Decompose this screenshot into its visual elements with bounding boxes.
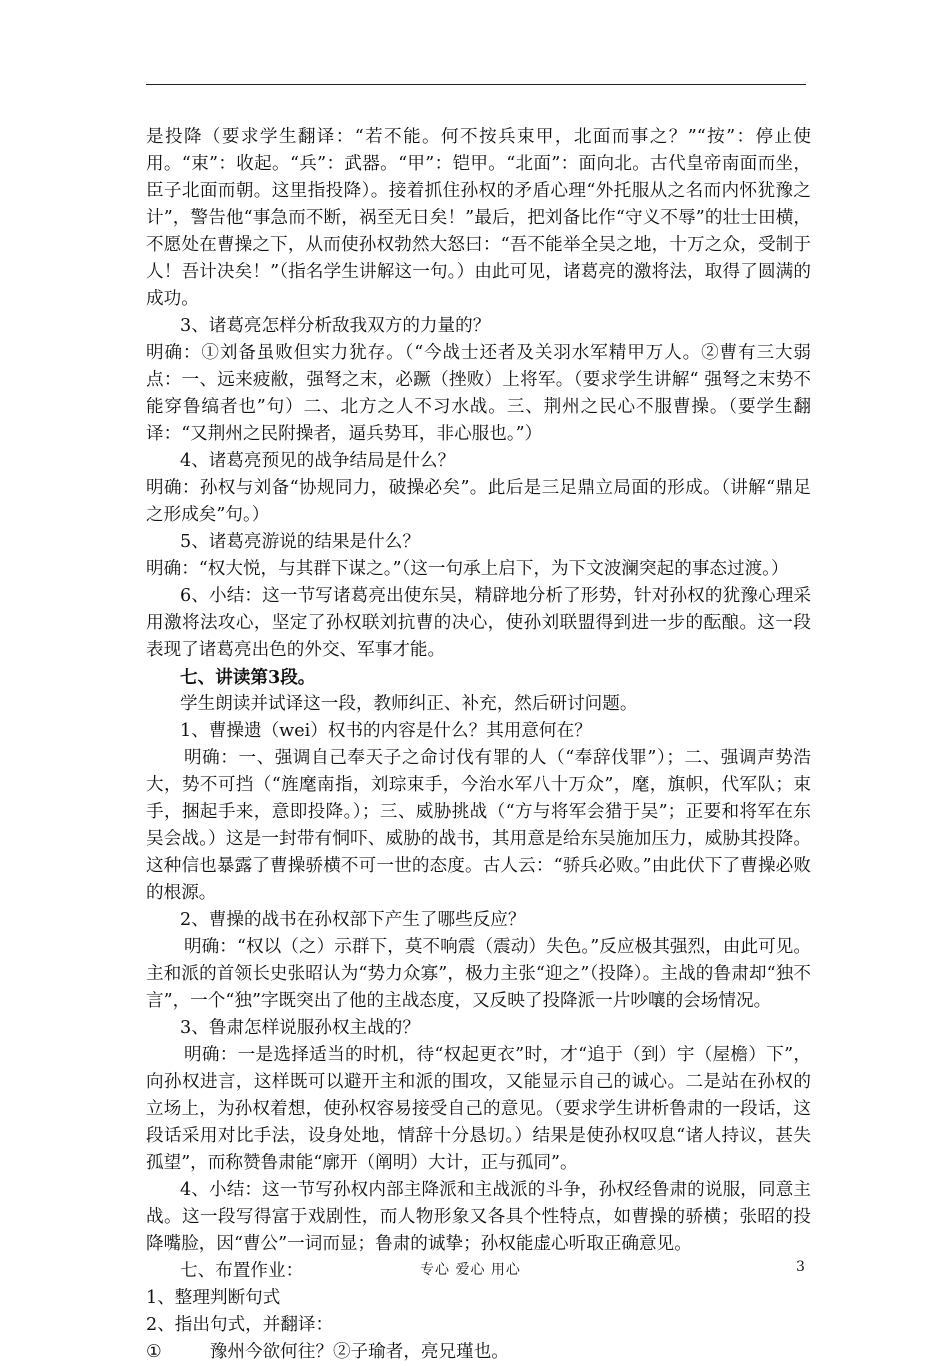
paragraph: 明确：孙权与刘备“协规同力，破操必矣”。此后是三足鼎立局面的形成。（讲解“鼎足之形成矣”句。） bbox=[146, 478, 811, 525]
paragraph: 明确：“权以（之）示群下，莫不响震（震动）失色。”反应极其强烈，由此可见。主和派的首领长史张昭认为“势力众寡”，极力主张“迎之”（投降）。主战的鲁肃却“独不言”，一个“独”字既突出了他的主战态度，又反映了投降派一片吵嚷的会场情况。 bbox=[146, 937, 811, 1011]
paragraph: 明确：“权大悦，与其群下谋之。”（这一句承上启下，为下文波澜突起的事态过渡。） bbox=[146, 559, 789, 579]
footer-motto: 专心 爱心 用心 bbox=[420, 1262, 521, 1278]
question-heading: 5、诸葛亮游说的结果是什么？ bbox=[180, 532, 420, 552]
paragraph: 是投降（要求学生翻译：“若不能。何不按兵束甲，北面而事之？”“按”：停止使用。“束”：收起。“兵”：武器。“甲”：铠甲。“北面”：面向北。古代皇帝南面而坐，臣子北面而朝。这里指投降）。接着抓住孙权的矛盾心理“外托服从之名而内怀犹豫之计”，警告他“事急而不断，祸至无日矣！”最后，把刘备比作“守义不辱”的壮士田横，不愿处在曹操之下，从而使孙权勃然大怒曰：“吾不能举全吴之地，十万之众，受制于人！吾计决矣！”（指名学生讲解这一句。）由此可见，诸葛亮的激将法，取得了圆满的成功。 bbox=[146, 127, 811, 309]
list-item bbox=[146, 1339, 811, 1366]
paragraph: 学生朗读并试译这一段，教师纠正、补充，然后研讨问题。 bbox=[180, 694, 638, 714]
header-rule bbox=[146, 84, 806, 85]
list-item: 2、指出句式，并翻译： bbox=[146, 1315, 334, 1335]
list-item: 1、整理判断句式 bbox=[146, 1288, 281, 1308]
paragraph: 明确：①刘备虽败但实力犹存。（“今战士还者及关羽水军精甲万人。②曹有三大弱点：一、远来疲敝，强弩之末，必蹶（挫败）上将军。（要求学生讲解“ 强弩之末势不能穿鲁缟者也”句）二、北方之人不习水战。三、荆州之民心不服曹操。（要学生翻译：“又荆州之民附操者，逼兵势耳，非心服也。”） bbox=[146, 343, 811, 444]
summary-paragraph: 4、小结：这一节写孙权内部主降派和主战派的斗争，孙权经鲁肃的说服，同意主战。这一段写得富于戏剧性，而人物形象又各具个性特点，如曹操的骄横；张昭的投降嘴脸，因“曹公”一词而显；鲁肃的诚挚；孙权能虚心听取正确意见。 bbox=[146, 1180, 811, 1254]
document-body bbox=[146, 124, 811, 1366]
section-heading: 七、讲读第3段。 bbox=[180, 667, 316, 688]
paragraph: 明确：一是选择适当的时机，待“权起更衣”时，才“追于（到）宇（屋檐）下”，向孙权进言，这样既可以避开主和派的围攻，又能显示自己的诚心。二是站在孙权的立场上，为孙权着想，使孙权容易接受自己的意见。（要求学生讲析鲁肃的一段话，这段话采用对比手法，设身处地，情辞十分恳切。）结果是使孙权叹息“诸人持议，甚失孤望”，而称赞鲁肃能“廓开（阐明）大计，正与孤同”。 bbox=[146, 1045, 811, 1173]
list-marker: ① bbox=[146, 1342, 162, 1362]
question-heading: 4、诸葛亮预见的战争结局是什么？ bbox=[180, 451, 456, 471]
section-heading: 七、布置作业： bbox=[180, 1261, 304, 1281]
paragraph: 明确：一、强调自己奉天子之命讨伐有罪的人（“奉辞伐罪”）；二、强调声势浩大，势不可挡（“旌麾南指，刘琮束手，今治水军八十万众”，麾，旗帜，代军队；束手，捆起手来，意即投降。）；三、威胁挑战（“方与将军会猎于吴”；正要和将军在东吴会战。）这是一封带有恫吓、威胁的战书，其用意是给东吴施加压力，威胁其投降。这种信也暴露了曹操骄横不可一世的态度。古人云：“骄兵必败。”由此伏下了曹操必败的根源。 bbox=[146, 748, 811, 903]
summary-paragraph: 6、小结：这一节写诸葛亮出使东吴，精辟地分析了形势，针对孙权的犹豫心理采用激将法攻心，坚定了孙权联刘抗曹的决心，使孙刘联盟得到进一步的酝酿。这一段表现了诸葛亮出色的外交、军事才能。 bbox=[146, 586, 811, 660]
question-heading: 2、曹操的战书在孙权部下产生了哪些反应？ bbox=[180, 910, 526, 930]
question-heading: 1、曹操遗（wei）权书的内容是什么？其用意何在？ bbox=[180, 721, 592, 741]
page-number: 3 bbox=[796, 1259, 805, 1275]
question-heading: 3、诸葛亮怎样分析敌我双方的力量的？ bbox=[180, 316, 491, 336]
list-item-text: 豫州今欲何往？②子瑜者，亮兄瑾也。 bbox=[209, 1342, 509, 1362]
question-heading: 3、鲁肃怎样说服孙权主战的？ bbox=[180, 1018, 420, 1038]
